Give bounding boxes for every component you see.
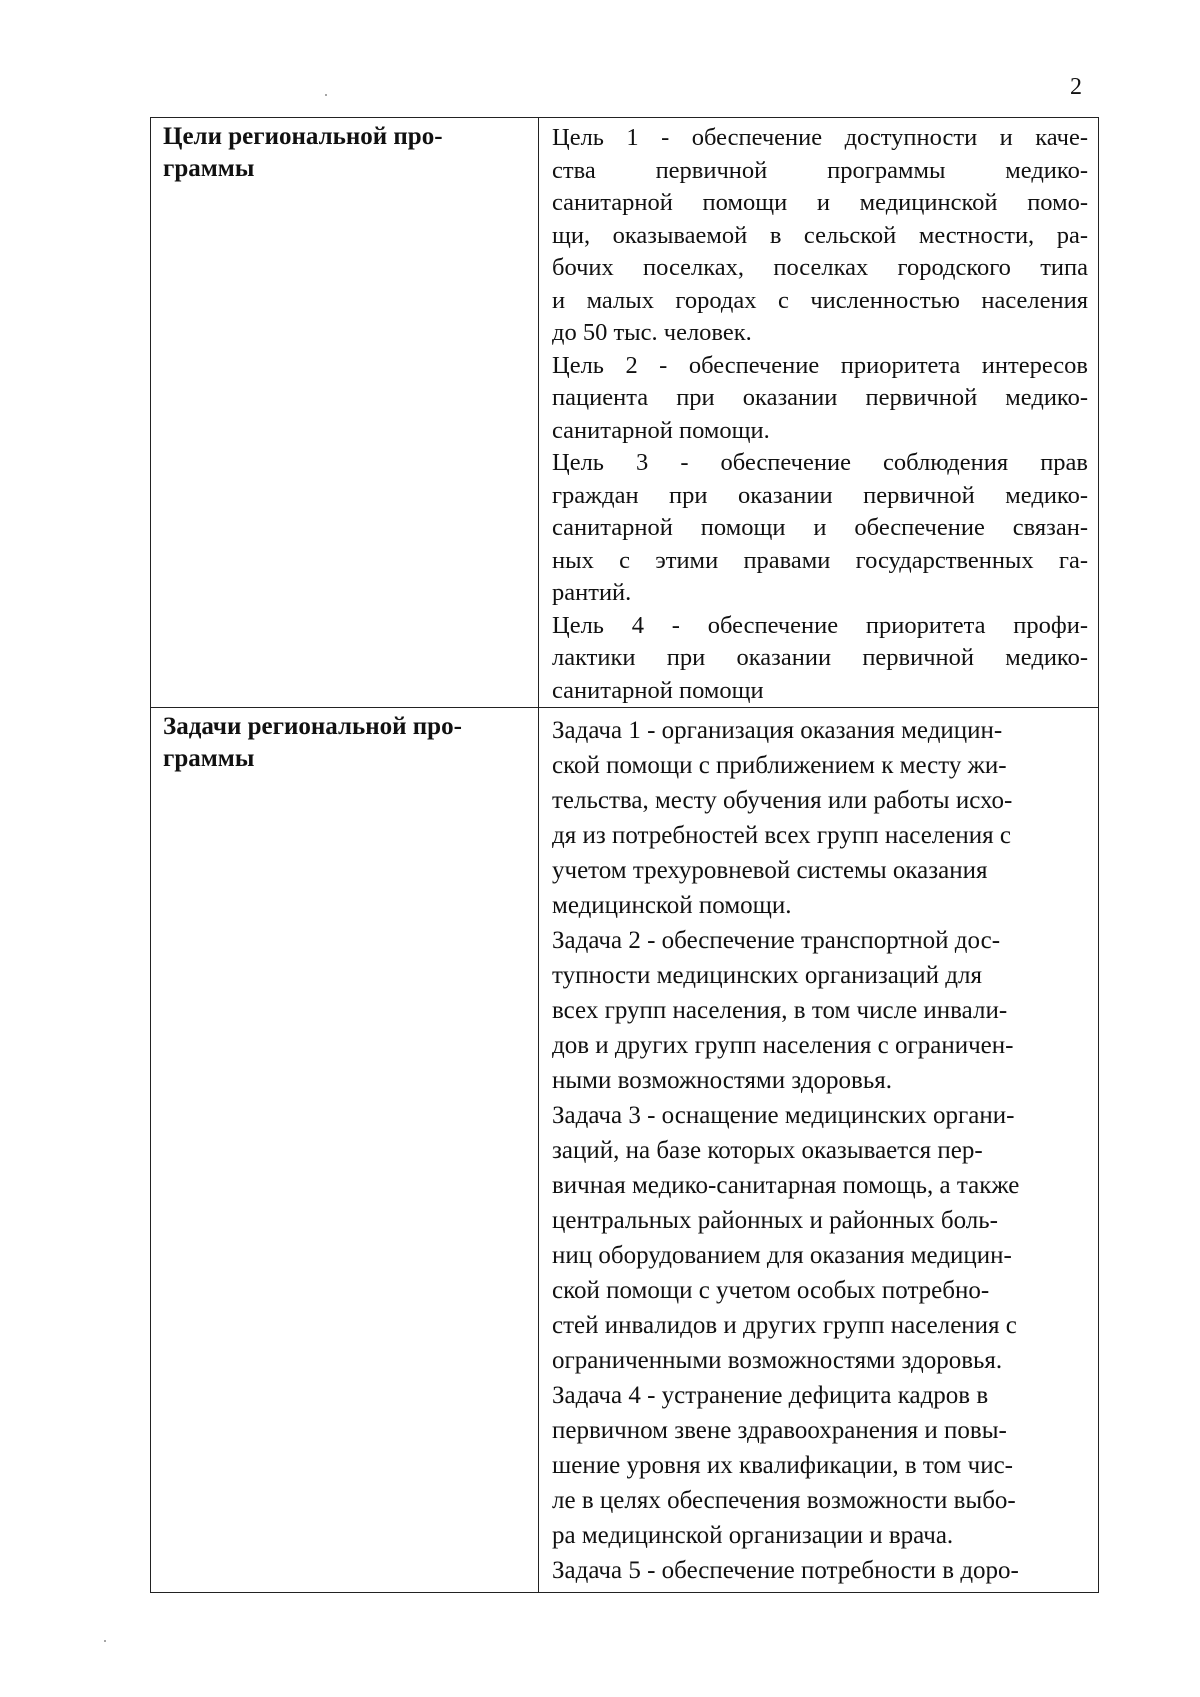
tasks-text-line: заций, на базе которых оказывается пер-	[552, 1137, 983, 1164]
goals-content-cell	[539, 118, 1099, 708]
goals-label-cell	[151, 118, 539, 708]
goals-text-line: санитарной помощи	[552, 676, 764, 704]
tasks-text-line: шение уровня их квалификации, в том чис-	[552, 1452, 1013, 1479]
goals-text-line: ных с этими правами государственных га-	[552, 546, 1088, 574]
goals-text-line: Цель 4 - обеспечение приоритета профи-	[552, 611, 1088, 639]
scan-speck	[104, 1640, 106, 1642]
tasks-text-line: первичном звене здравоохранения и повы-	[552, 1417, 1007, 1444]
tasks-text-line: ными возможностями здоровья.	[552, 1067, 892, 1094]
tasks-text-line: тупности медицинских организаций для	[552, 962, 982, 989]
program-passport-table	[150, 117, 1099, 1593]
tasks-text-line: ра медицинской организации и врача.	[552, 1522, 954, 1549]
tasks-text-line: тельства, месту обучения или работы исхо-	[552, 787, 1013, 814]
tasks-text-line: стей инвалидов и других групп населения с	[552, 1312, 1017, 1339]
tasks-text-line: ограниченными возможностями здоровья.	[552, 1347, 1003, 1374]
goals-text-line: пациента при оказании первичной медико-	[552, 384, 1088, 411]
tasks-label: Задачи региональной про- граммы	[163, 713, 462, 772]
goals-text-line: Цель 1 - обеспечение доступности и каче-	[552, 124, 1088, 151]
goals-text	[539, 118, 1098, 707]
tasks-text-line: Задача 4 - устранение дефицита кадров в	[552, 1382, 989, 1409]
goals-text-line: ства первичной программы медико-	[552, 156, 1088, 184]
tasks-text-line: вичная медико-санитарная помощь, а также	[552, 1172, 1020, 1199]
tasks-text-line: Задача 2 - обеспечение транспортной дос-	[552, 927, 1001, 954]
goals-text-line: санитарной помощи и обеспечение связан-	[552, 514, 1088, 541]
table-row-tasks	[151, 708, 1099, 1593]
goals-text-line: Цель 3 - обеспечение соблюдения прав	[552, 449, 1088, 476]
goals-text-line: до 50 тыс. человек.	[552, 319, 752, 346]
tasks-text-line: ской помощи с приближением к месту жи-	[552, 752, 1007, 779]
tasks-text-line: дов и других групп населения с ограничен-	[552, 1032, 1014, 1059]
tasks-text-line: ской помощи с учетом особых потребно-	[552, 1277, 990, 1304]
scan-speck	[325, 94, 327, 96]
page-number: 2	[1070, 74, 1082, 100]
goals-text-line: граждан при оказании первичной медико-	[552, 481, 1088, 509]
goals-text-line: Цель 2 - обеспечение приоритета интересов	[552, 351, 1088, 379]
tasks-text-line: учетом трехуровневой системы оказания	[552, 857, 988, 884]
tasks-text-line: Задача 3 - оснащение медицинских органи-	[552, 1102, 1015, 1129]
tasks-text-line: медицинской помощи.	[552, 892, 792, 919]
table-row-goals	[151, 118, 1099, 708]
tasks-text-line: всех групп населения, в том числе инвали-	[552, 997, 1008, 1024]
goals-text-line: щи, оказываемой в сельской местности, ра-	[552, 221, 1088, 249]
goals-text-line: лактики при оказании первичной медико-	[552, 644, 1088, 671]
goals-text-line: санитарной помощи и медицинской помо-	[552, 189, 1088, 216]
tasks-text-line: Задача 5 - обеспечение потребности в доро-	[552, 1557, 1019, 1584]
goals-text-line: бочих поселках, поселках городского типа	[552, 254, 1088, 281]
tasks-text-line: ниц оборудованием для оказания медицин-	[552, 1242, 1012, 1269]
tasks-text-line: дя из потребностей всех групп населения с	[552, 822, 1011, 849]
tasks-text-line: центральных районных и районных боль-	[552, 1207, 998, 1234]
goals-text-line: санитарной помощи.	[552, 416, 770, 444]
goals-text-line: рантий.	[552, 579, 632, 606]
tasks-label-cell	[151, 708, 539, 1593]
tasks-text	[539, 708, 1098, 1588]
tasks-text-line: ле в целях обеспечения возможности выбо-	[552, 1487, 1016, 1514]
tasks-content-cell	[539, 708, 1099, 1593]
tasks-text-line: Задача 1 - организация оказания медицин-	[552, 717, 1003, 744]
goals-text-line: и малых городах с численностью населения	[552, 286, 1088, 314]
goals-label: Цели региональной про- граммы	[163, 123, 443, 182]
